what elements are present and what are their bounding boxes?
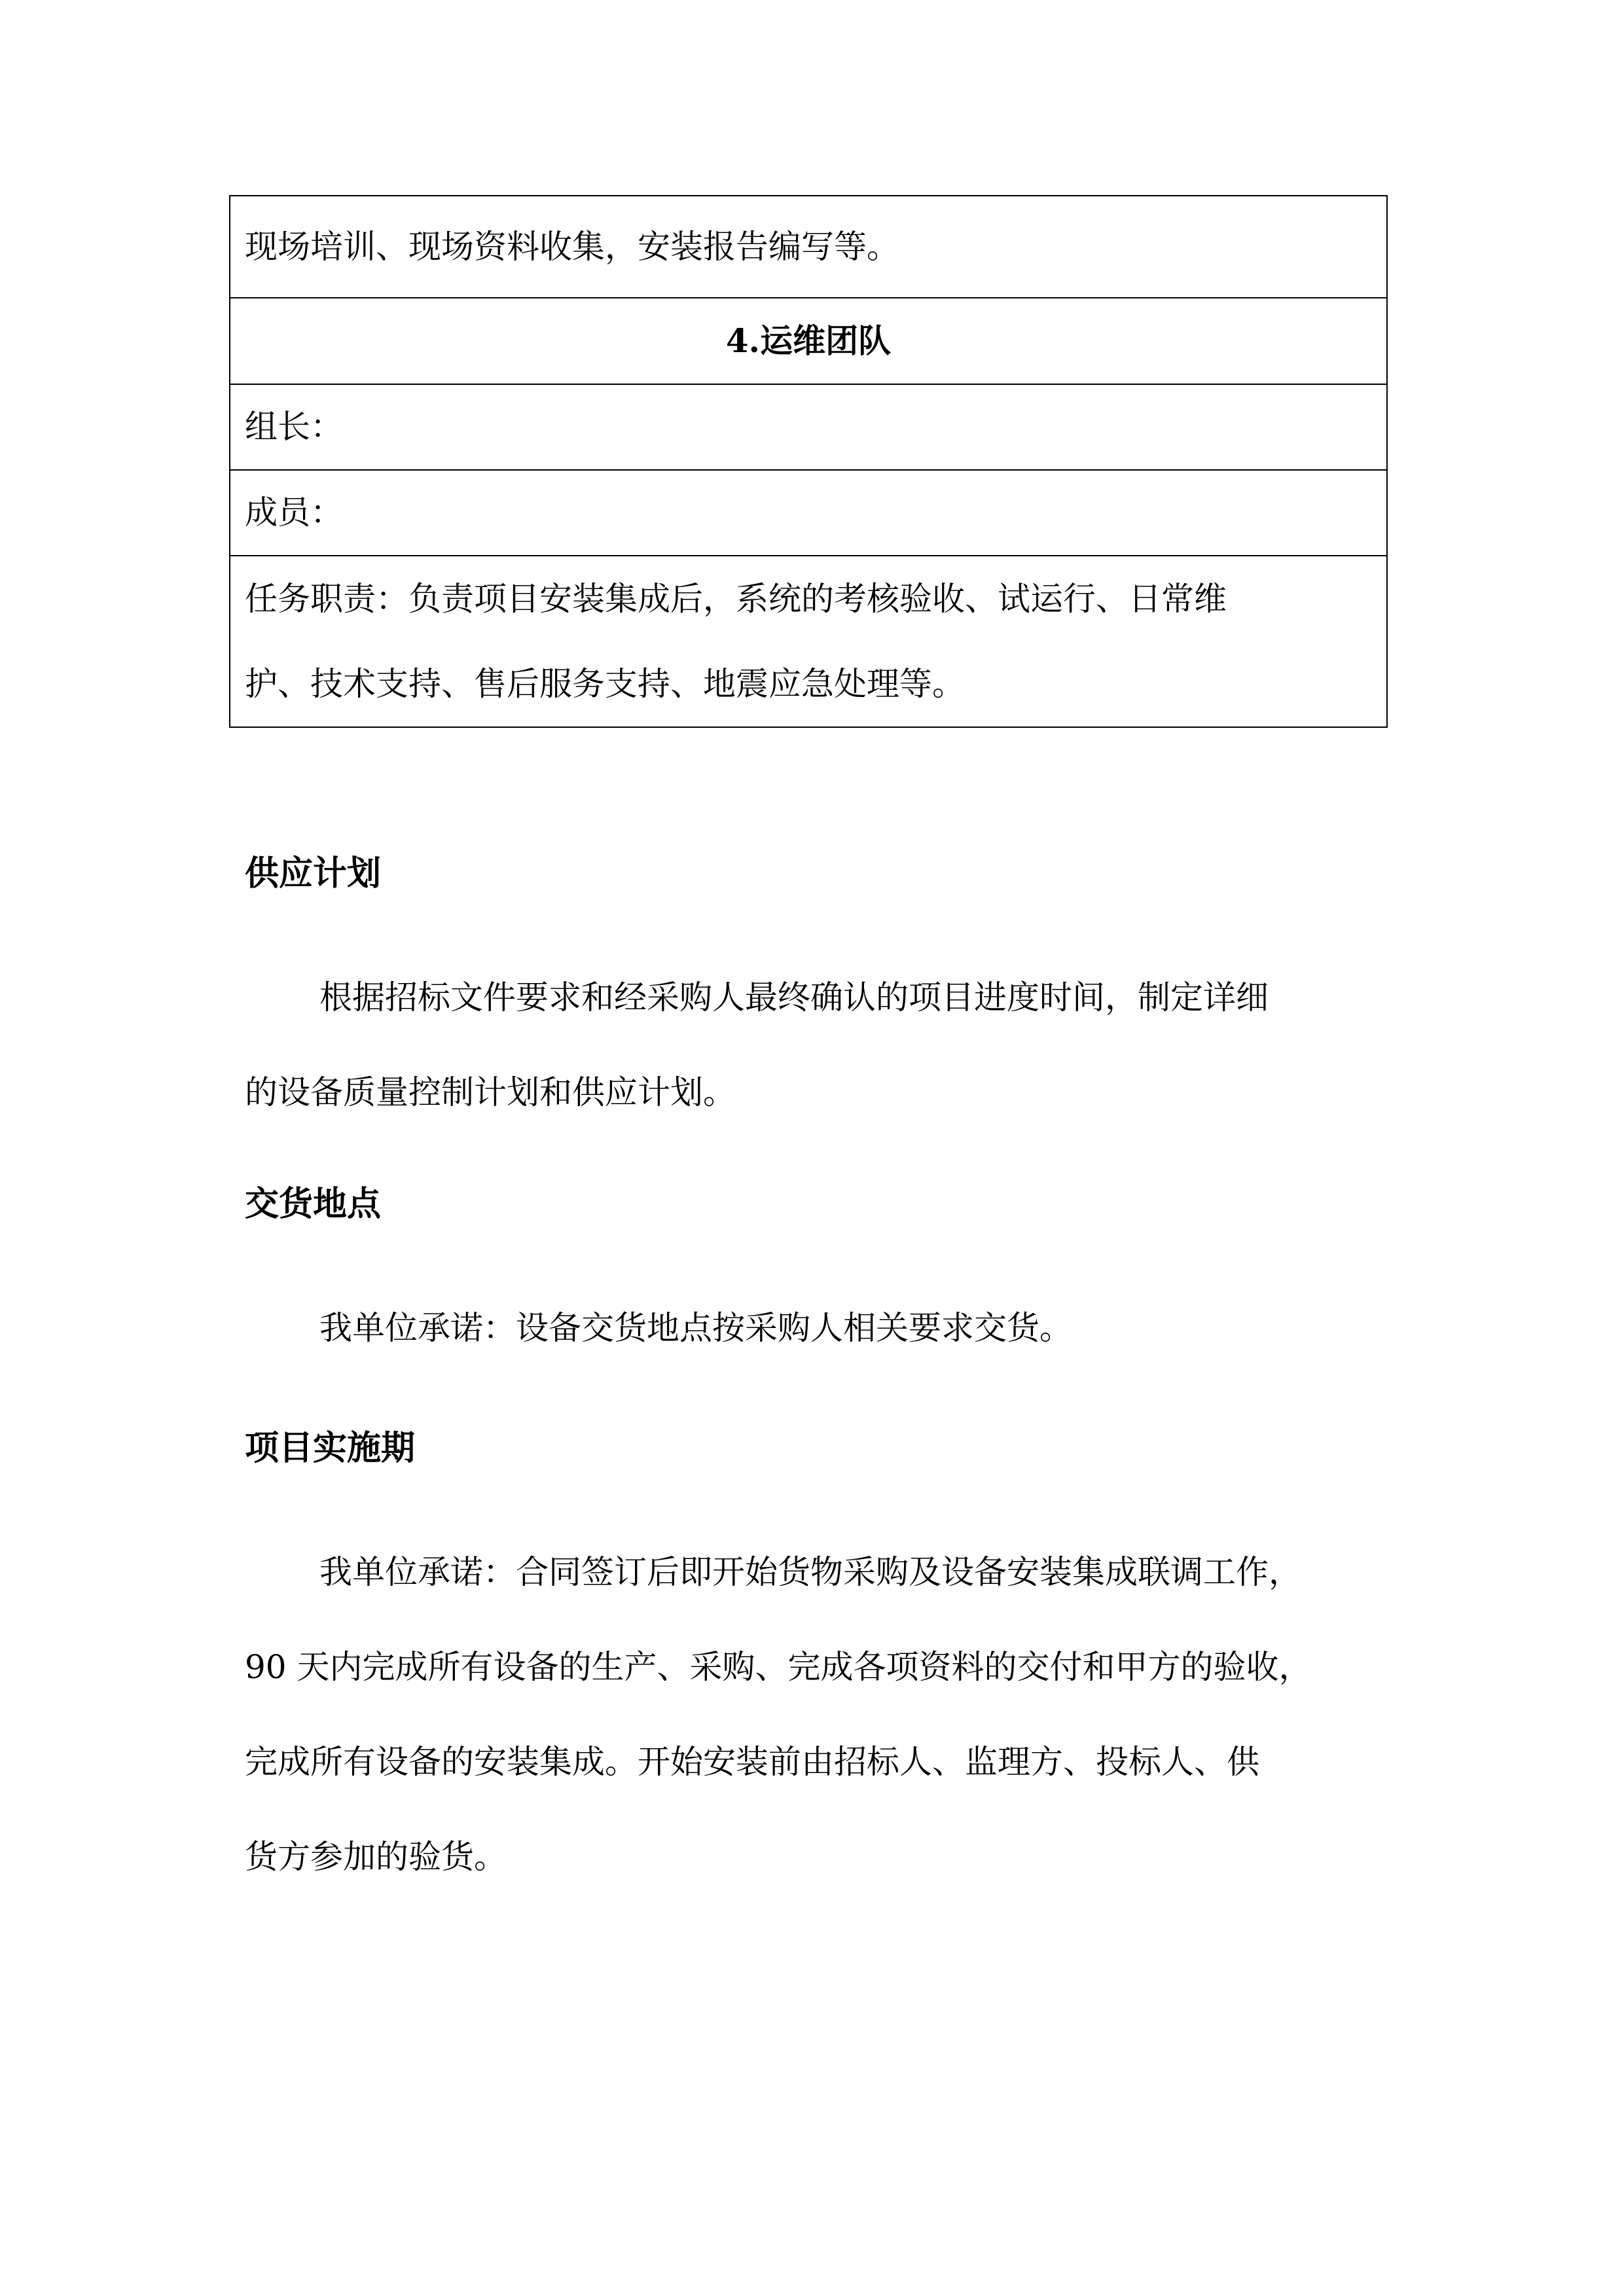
supply-plan-line-1: 根据招标文件要求和经采购人最终确认的项目进度时间，制定详细 — [319, 978, 1269, 1016]
team-table — [229, 195, 1388, 728]
implementation-paragraph — [245, 1525, 1384, 1905]
table-row — [230, 384, 1387, 470]
implementation-line-1: 我单位承诺：合同签订后即开始货物采购及设备安装集成联调工作， — [319, 1553, 1301, 1591]
implementation-heading: 项目实施期 — [245, 1428, 416, 1468]
table-cell-duty — [230, 556, 1387, 727]
table-cell-training: 现场培训、现场资料收集，安装报告编写等。 — [230, 196, 1387, 298]
duty-line-2: 护、技术支持、售后服务支持、地震应急处理等。 — [245, 665, 965, 703]
supply-plan-heading: 供应计划 — [245, 853, 382, 893]
delivery-line-1: 我单位承诺：设备交货地点按采购人相关要求交货。 — [319, 1309, 1072, 1347]
duty-line-1: 任务职责：负责项目安装集成后，系统的考核验收、试运行、日常维 — [245, 580, 1227, 618]
table-cell-leader: 组长： — [230, 384, 1387, 470]
implementation-line-3: 完成所有设备的安装集成。开始安装前由招标人、监理方、投标人、供 — [245, 1743, 1259, 1781]
supply-plan-paragraph — [245, 950, 1384, 1140]
table-row — [230, 196, 1387, 298]
implementation-line-2: 90 天内完成所有设备的生产、采购、完成各项资料的交付和甲方的验收， — [245, 1648, 1312, 1686]
implementation-line-4: 货方参加的验货。 — [245, 1838, 507, 1876]
table-section-title: 4.运维团队 — [230, 298, 1387, 384]
table-row — [230, 556, 1387, 727]
table-row — [230, 298, 1387, 384]
delivery-heading: 交货地点 — [245, 1184, 382, 1224]
table-cell-member: 成员： — [230, 470, 1387, 556]
delivery-paragraph — [245, 1281, 1384, 1376]
supply-plan-line-2: 的设备质量控制计划和供应计划。 — [245, 1073, 736, 1111]
table-row — [230, 470, 1387, 556]
